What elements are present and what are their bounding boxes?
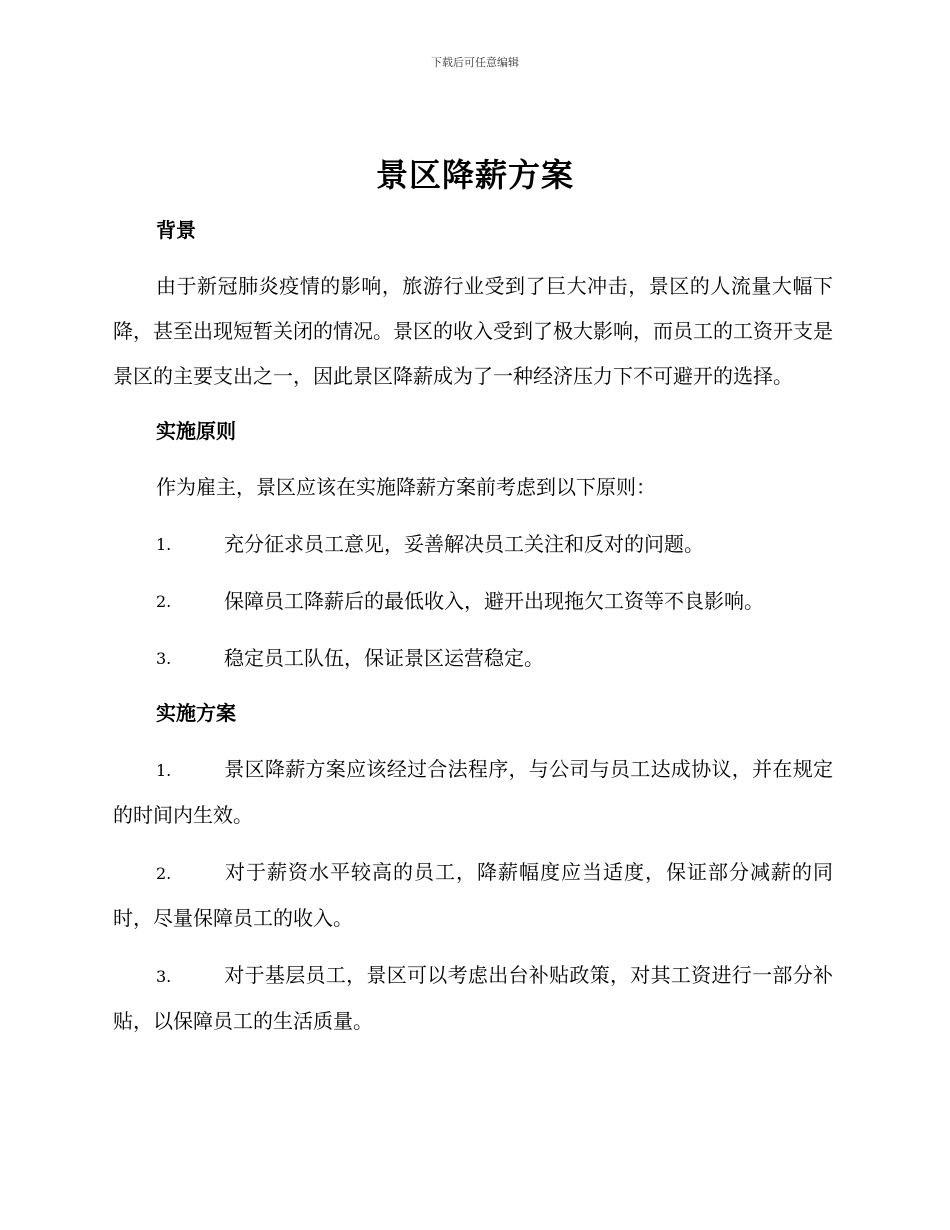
principle-item (113, 636, 833, 681)
list-text: 对于薪资水平较高的员工，降薪幅度应当适度，保证部分减薪的同时，尽量保障员工的收入。 (113, 860, 833, 930)
list-text: 景区降薪方案应该经过合法程序，与公司与员工达成协议，并在规定的时间内生效。 (113, 757, 833, 827)
principle-item (113, 522, 833, 567)
list-number: 1. (156, 761, 172, 780)
list-text: 充分征求员工意见，妥善解决员工关注和反对的问题。 (224, 532, 704, 556)
list-text: 保障员工降薪后的最低收入，避开出现拖欠工资等不良影响。 (224, 589, 764, 613)
list-number: 3. (156, 967, 172, 986)
section-heading-plan: 实施方案 (156, 701, 236, 725)
section-heading-background: 背景 (156, 218, 196, 242)
list-number: 1. (156, 535, 172, 554)
plan-item (113, 850, 833, 941)
section-heading-principles: 实施原则 (156, 419, 236, 443)
background-paragraph: 由于新冠肺炎疫情的影响，旅游行业受到了巨大冲击，景区的人流量大幅下降，甚至出现短暂关闭的情况。景区的收入受到了极大影响，而员工的工资开支是景区的主要支出之一，因此景区降薪成为了一种经济压力下不可避开的选择。 (113, 274, 833, 388)
principles-intro: 作为雇主，景区应该在实施降薪方案前考虑到以下原则： (156, 475, 656, 499)
list-text: 稳定员工队伍，保证景区运营稳定。 (224, 646, 544, 670)
document-body (113, 200, 833, 1044)
list-number: 2. (156, 592, 172, 611)
principle-item (113, 579, 833, 624)
list-text: 对于基层员工，景区可以考虑出台补贴政策，对其工资进行一部分补贴，以保障员工的生活质量。 (113, 963, 833, 1033)
document-title: 景区降薪方案 (375, 156, 574, 194)
plan-item (113, 953, 833, 1044)
list-number: 2. (156, 864, 172, 883)
list-number: 3. (156, 649, 172, 668)
header-note: 下载后可任意编辑 (431, 56, 519, 69)
plan-item (113, 747, 833, 838)
